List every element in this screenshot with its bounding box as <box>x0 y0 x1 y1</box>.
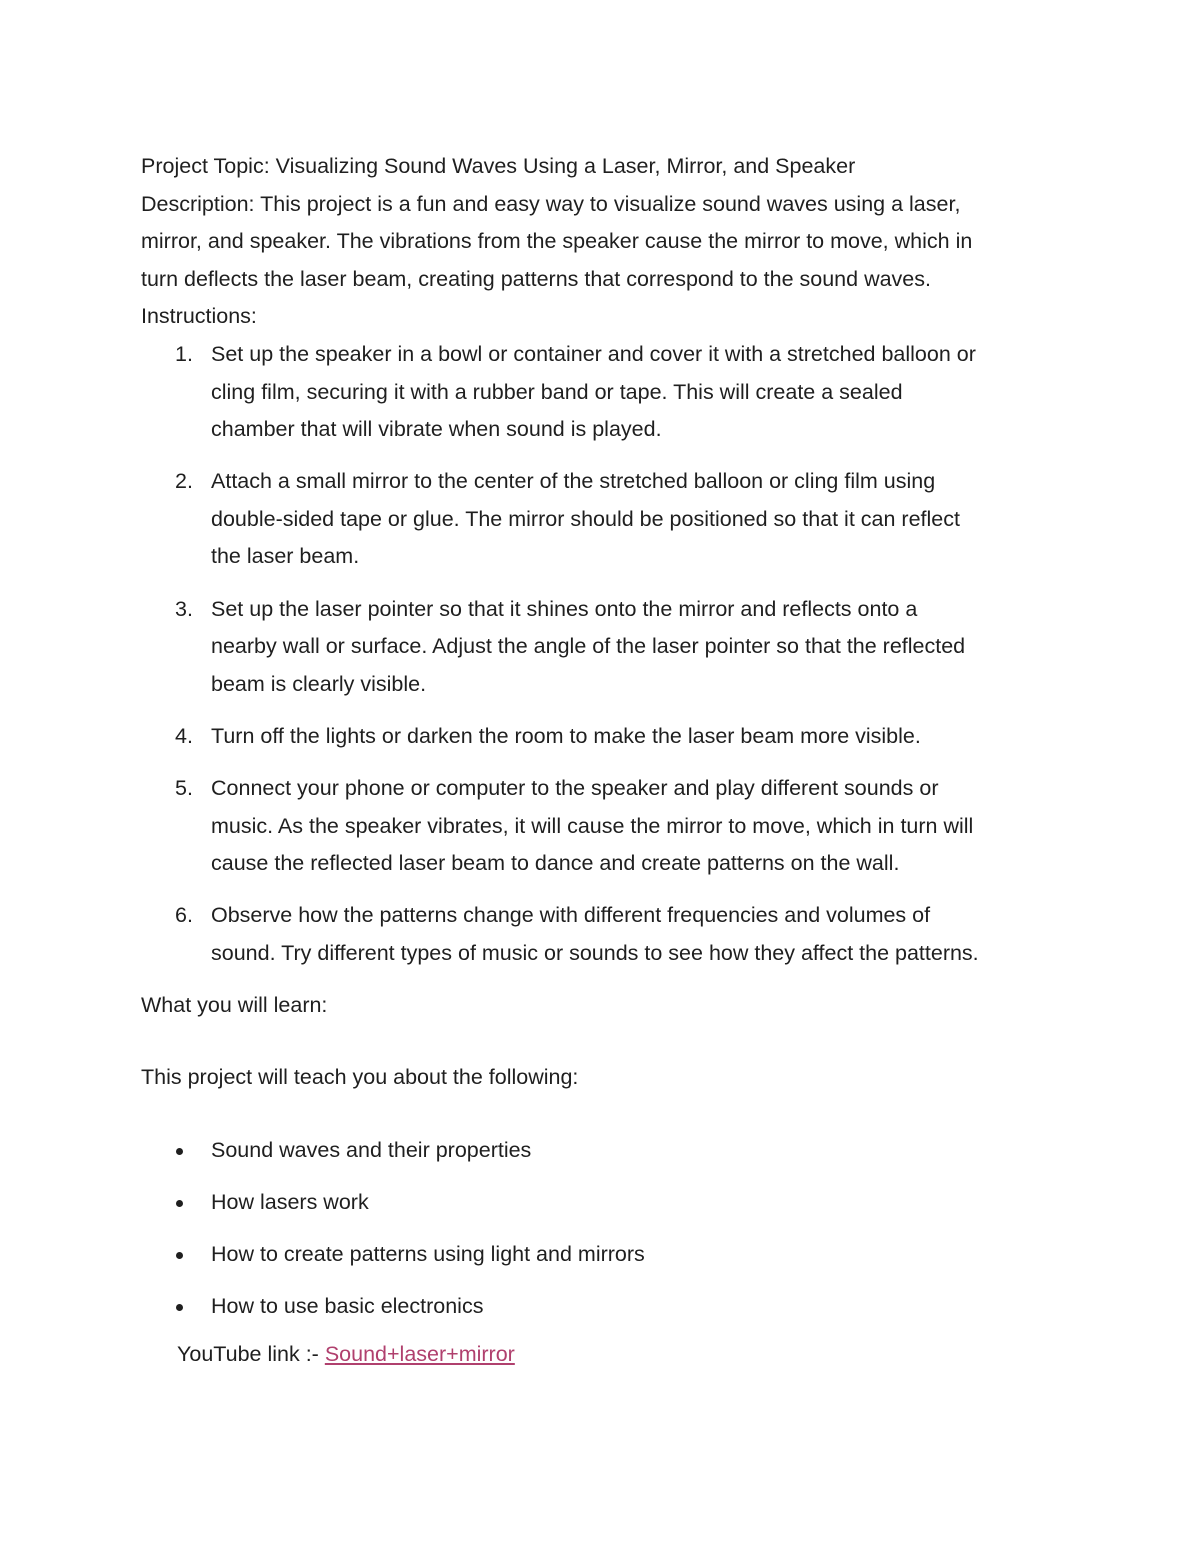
instruction-item <box>141 463 1071 576</box>
instruction-item <box>141 897 1071 972</box>
instruction-line: Observe how the patterns change with different frequencies and volumes of <box>211 903 931 928</box>
learn-item <box>141 1184 1071 1222</box>
instruction-line: music. As the speaker vibrates, it will cause the mirror to move, which in turn will <box>211 813 974 838</box>
learn-item-text: How to use basic electronics <box>211 1294 484 1319</box>
instruction-number: 6. <box>175 903 193 928</box>
instruction-line: cause the reflected laser beam to dance and create patterns on the wall. <box>211 851 900 876</box>
instructions-label: Instructions: <box>141 304 257 329</box>
learn-item <box>141 1236 1071 1274</box>
learn-item-text: How to create patterns using light and mirrors <box>211 1242 645 1267</box>
instruction-number: 3. <box>175 596 193 621</box>
instruction-line: cling film, securing it with a rubber band or tape. This will create a sealed <box>211 379 903 404</box>
bullet-icon <box>176 1200 183 1207</box>
instruction-line: Connect your phone or computer to the speaker and play different sounds or <box>211 775 939 800</box>
instruction-item <box>141 336 1071 449</box>
instruction-number: 4. <box>175 723 193 748</box>
instruction-line: nearby wall or surface. Adjust the angle of the laser pointer so that the reflected <box>211 634 966 659</box>
learn-item-text: How lasers work <box>211 1190 369 1215</box>
project-topic: Project Topic: Visualizing Sound Waves Using a Laser, Mirror, and Speaker <box>141 154 856 178</box>
bullet-icon <box>176 1304 183 1311</box>
bullet-icon <box>176 1252 183 1259</box>
learn-intro: This project will teach you about the following: <box>141 1065 579 1090</box>
learn-item-text: Sound waves and their properties <box>211 1138 532 1163</box>
instruction-line: Set up the laser pointer so that it shines onto the mirror and reflects onto a <box>211 596 918 621</box>
bullet-icon <box>176 1148 183 1155</box>
youtube-link[interactable]: Sound+laser+mirror <box>324 1342 515 1367</box>
spacer <box>141 1097 1071 1132</box>
description-line: Description: This project is a fun and easy way to visualize sound waves using a laser, <box>141 191 961 216</box>
instruction-line: chamber that will vibrate when sound is played. <box>211 417 662 442</box>
instructions-list <box>141 336 1071 972</box>
instruction-line: the laser beam. <box>211 544 360 569</box>
instruction-line: Attach a small mirror to the center of the stretched balloon or cling film using <box>211 469 936 494</box>
instruction-line: double-sided tape or glue. The mirror should be positioned so that it can reflect <box>211 506 960 531</box>
instruction-item <box>141 770 1071 883</box>
description-line: turn deflects the laser beam, creating patterns that correspond to the sound waves. <box>141 266 931 291</box>
description-line: mirror, and speaker. The vibrations from the speaker cause the mirror to move, which in <box>141 229 973 254</box>
youtube-line <box>141 1336 1071 1374</box>
learn-heading: What you will learn: <box>141 992 328 1017</box>
spacer <box>141 1024 1071 1059</box>
instruction-number: 2. <box>175 469 193 494</box>
youtube-label: YouTube link :- <box>177 1342 325 1367</box>
instruction-line: beam is clearly visible. <box>211 671 427 696</box>
instruction-number: 5. <box>175 775 193 800</box>
instruction-line: sound. Try different types of music or sounds to see how they affect the patterns. <box>211 940 979 965</box>
instruction-line: Turn off the lights or darken the room to make the laser beam more visible. <box>211 723 921 748</box>
instruction-item <box>141 718 1071 756</box>
document-page <box>141 148 1071 1396</box>
learn-item <box>141 1132 1071 1170</box>
instruction-item <box>141 591 1071 704</box>
learn-item <box>141 1288 1071 1326</box>
instruction-line: Set up the speaker in a bowl or container and cover it with a stretched balloon or <box>211 341 976 366</box>
instruction-number: 1. <box>175 341 193 366</box>
learn-list <box>141 1132 1071 1326</box>
